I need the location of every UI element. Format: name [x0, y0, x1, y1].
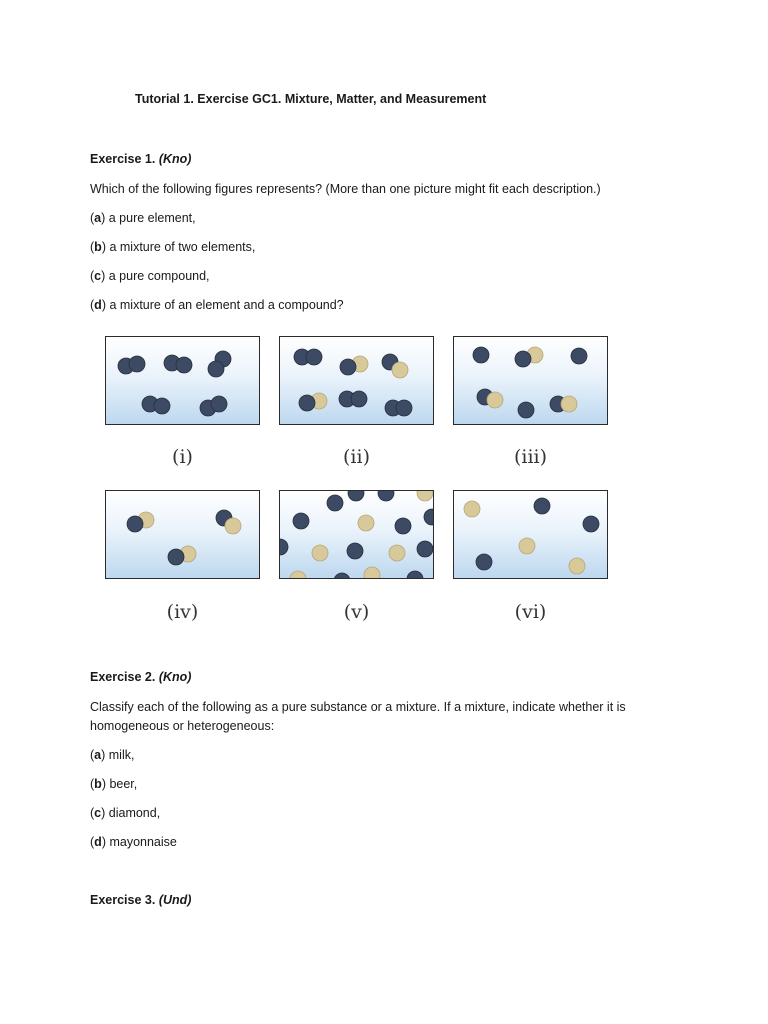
figure-v-caption: (v) — [343, 601, 370, 623]
dark-atom — [208, 361, 224, 377]
exercise-3-tag: (Und) — [158, 893, 192, 907]
dark-atom — [407, 571, 423, 579]
dark-atom — [176, 357, 192, 373]
exercise-2-question: Classify each of the following as a pure substance or a mixture. If a mixture, indicate whether it is homogeneous or heterogeneous: — [90, 700, 626, 733]
dark-atom — [299, 395, 315, 411]
dark-atom — [518, 402, 534, 418]
item-letter: d — [94, 835, 102, 849]
dark-atom — [417, 541, 433, 557]
exercise-3-heading — [90, 893, 191, 907]
dark-atom — [534, 498, 550, 514]
document-title: Tutorial 1. Exercise GC1. Mixture, Matter, and Measurement — [135, 92, 487, 106]
dark-atom — [154, 398, 170, 414]
figure-v-molecules — [280, 491, 434, 579]
light-atom — [312, 545, 328, 561]
exercise-2-label: Exercise 2. — [90, 670, 156, 684]
item-letter: b — [94, 777, 102, 791]
exercise-1-tag: (Kno) — [158, 152, 192, 166]
figure-iv-caption: (iv) — [166, 601, 199, 623]
dark-atom — [327, 495, 343, 511]
figure-i-panel — [105, 336, 260, 425]
dark-atom — [127, 516, 143, 532]
dark-atom — [473, 347, 489, 363]
figure-iii-panel — [453, 336, 608, 425]
dark-atom — [293, 513, 309, 529]
dark-atom — [347, 543, 363, 559]
dark-atom — [396, 400, 412, 416]
figure-ii-molecules — [280, 337, 434, 425]
dark-atom — [424, 509, 434, 525]
item-text: ) a pure element, — [101, 211, 196, 225]
light-atom — [389, 545, 405, 561]
light-atom — [364, 567, 380, 579]
item-text: ) a mixture of two elements, — [101, 240, 256, 254]
light-atom — [290, 571, 306, 579]
light-atom — [417, 491, 433, 501]
exercise-2-item-d: (d) mayonnaise — [90, 835, 177, 849]
exercise-2-item-a: (a) milk, — [90, 748, 135, 762]
figure-vi-molecules — [454, 491, 608, 579]
figure-iii-molecules — [454, 337, 608, 425]
dark-atom — [129, 356, 145, 372]
item-text: ) beer, — [101, 777, 138, 791]
exercise-2-heading — [90, 670, 191, 684]
item-text: ) milk, — [101, 748, 135, 762]
dark-atom — [583, 516, 599, 532]
figure-v-panel — [279, 490, 434, 579]
figure-i-molecules — [106, 337, 260, 425]
exercise-1-item-a: (a) a pure element, — [90, 211, 196, 225]
exercise-1-item-d: (d) a mixture of an element and a compound? — [90, 298, 344, 312]
item-letter: a — [94, 748, 102, 762]
dark-atom — [571, 348, 587, 364]
exercise-2-item-b: (b) beer, — [90, 777, 138, 791]
item-letter: b — [94, 240, 102, 254]
item-text: ) mayonnaise — [101, 835, 177, 849]
item-text: ) a pure compound, — [101, 269, 210, 283]
light-atom — [392, 362, 408, 378]
item-letter: d — [94, 298, 102, 312]
item-text: ) a mixture of an element and a compound? — [101, 298, 344, 312]
dark-atom — [378, 491, 394, 501]
dark-atom — [395, 518, 411, 534]
exercise-1-question: Which of the following figures represents? (More than one picture might fit each description.) — [90, 182, 601, 196]
dark-atom — [168, 549, 184, 565]
item-letter: c — [94, 269, 102, 283]
figure-iv-molecules — [106, 491, 260, 579]
figure-vi-caption: (vi) — [514, 601, 547, 623]
exercise-1-item-c: (c) a pure compound, — [90, 269, 210, 283]
dark-atom — [334, 573, 350, 579]
figure-ii-caption: (ii) — [343, 446, 370, 468]
exercise-1-heading — [90, 152, 191, 166]
exercise-1-label: Exercise 1. — [90, 152, 156, 166]
dark-atom — [280, 539, 288, 555]
item-letter: a — [94, 211, 102, 225]
light-atom — [561, 396, 577, 412]
dark-atom — [351, 391, 367, 407]
light-atom — [519, 538, 535, 554]
item-letter: c — [94, 806, 102, 820]
light-atom — [569, 558, 585, 574]
exercise-1-item-b: (b) a mixture of two elements, — [90, 240, 256, 254]
exercise-2-tag: (Kno) — [158, 670, 192, 684]
dark-atom — [306, 349, 322, 365]
light-atom — [358, 515, 374, 531]
light-atom — [464, 501, 480, 517]
light-atom — [487, 392, 503, 408]
figure-iii-caption: (iii) — [513, 446, 548, 468]
dark-atom — [340, 359, 356, 375]
figure-ii-panel — [279, 336, 434, 425]
figure-iv-panel — [105, 490, 260, 579]
dark-atom — [211, 396, 227, 412]
item-text: ) diamond, — [101, 806, 161, 820]
dark-atom — [476, 554, 492, 570]
light-atom — [225, 518, 241, 534]
figure-i-caption: (i) — [172, 446, 193, 468]
exercise-3-label: Exercise 3. — [90, 893, 156, 907]
figure-vi-panel — [453, 490, 608, 579]
dark-atom — [515, 351, 531, 367]
exercise-2-item-c: (c) diamond, — [90, 806, 161, 820]
dark-atom — [348, 491, 364, 501]
